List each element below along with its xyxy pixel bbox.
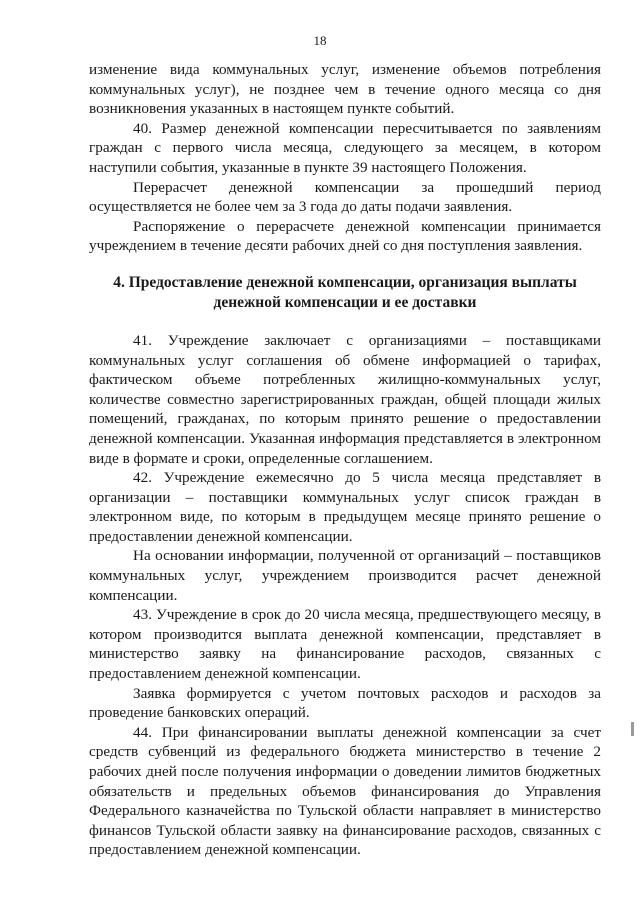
- paragraph-43: 43. Учреждение в срок до 20 числа месяца, предшествующего месяцу, в котором производится выплата денежной компенсации, представляет в министерство заявку на финансирование расходов, связанных с предоставлением денежной компенсации.: [89, 606, 601, 683]
- paragraph-43-request: Заявка формируется с учетом почтовых расходов и расходов за проведение банковских операций.: [89, 684, 601, 722]
- paragraph-recalc-order: Распоряжение о перерасчете денежной компенсации принимается учреждением в течение десяти рабочих дней со дня поступления заявления.: [89, 217, 601, 255]
- section-heading: 4. Предоставление денежной компенсации, организация выплаты денежной компенсации и ее доставки: [113, 273, 577, 311]
- paragraph-42-calc: На основании информации, полученной от организаций – поставщиков коммунальных услуг, учреждением производится расчет денежной компенсации.: [89, 547, 601, 604]
- document-body: [89, 60, 601, 860]
- paragraph-40: 40. Размер денежной компенсации пересчитывается по заявлениям граждан с первого числа месяца, следующего за месяцем, в котором наступили события, указанные в пункте 39 настоящего Положения.: [89, 119, 601, 176]
- paragraph-44: 44. При финансировании выплаты денежной компенсации за счет средств субвенций из федерального бюджета министерство в течение 2 рабочих дней после получения информации о доведении лимитов бюджетных обязательств и предельных объемов финансирования до Управления Федерального казначейства по Тульской области направляет в министерство финансов Тульской области заявку на финансирование расходов, связанных с предоставлением денежной компенсации.: [89, 723, 601, 859]
- page-number: 18: [313, 33, 327, 48]
- paragraph-41: 41. Учреждение заключает с организациями – поставщиками коммунальных услуг соглашения об обмене информацией о тарифах, фактическом объеме потребленных жилищно-коммунальных услуг, количестве совместно зарегистрированных граждан, общей площади жилых помещений, гражданах, по которым принято решение о предоставлении денежной компенсации. Указанная информация представляется в электронном виде в формате и сроки, определенные соглашением.: [89, 331, 601, 467]
- paragraph-recalc-period: Перерасчет денежной компенсации за прошедший период осуществляется не более чем за 3 года до даты подачи заявления.: [89, 178, 601, 216]
- paragraph-continuation: изменение вида коммунальных услуг, изменение объемов потребления коммунальных услуг), не позднее чем в течение одного месяца со дня возникновения указанных в настоящем пункте событий.: [89, 61, 601, 118]
- scan-edge-mark: [631, 722, 634, 736]
- paragraph-42: 42. Учреждение ежемесячно до 5 числа месяца представляет в организации – поставщики коммунальных услуг список граждан в электронном виде, по которым в предыдущем месяце принято решение о предоставлении денежной компенсации.: [89, 469, 601, 545]
